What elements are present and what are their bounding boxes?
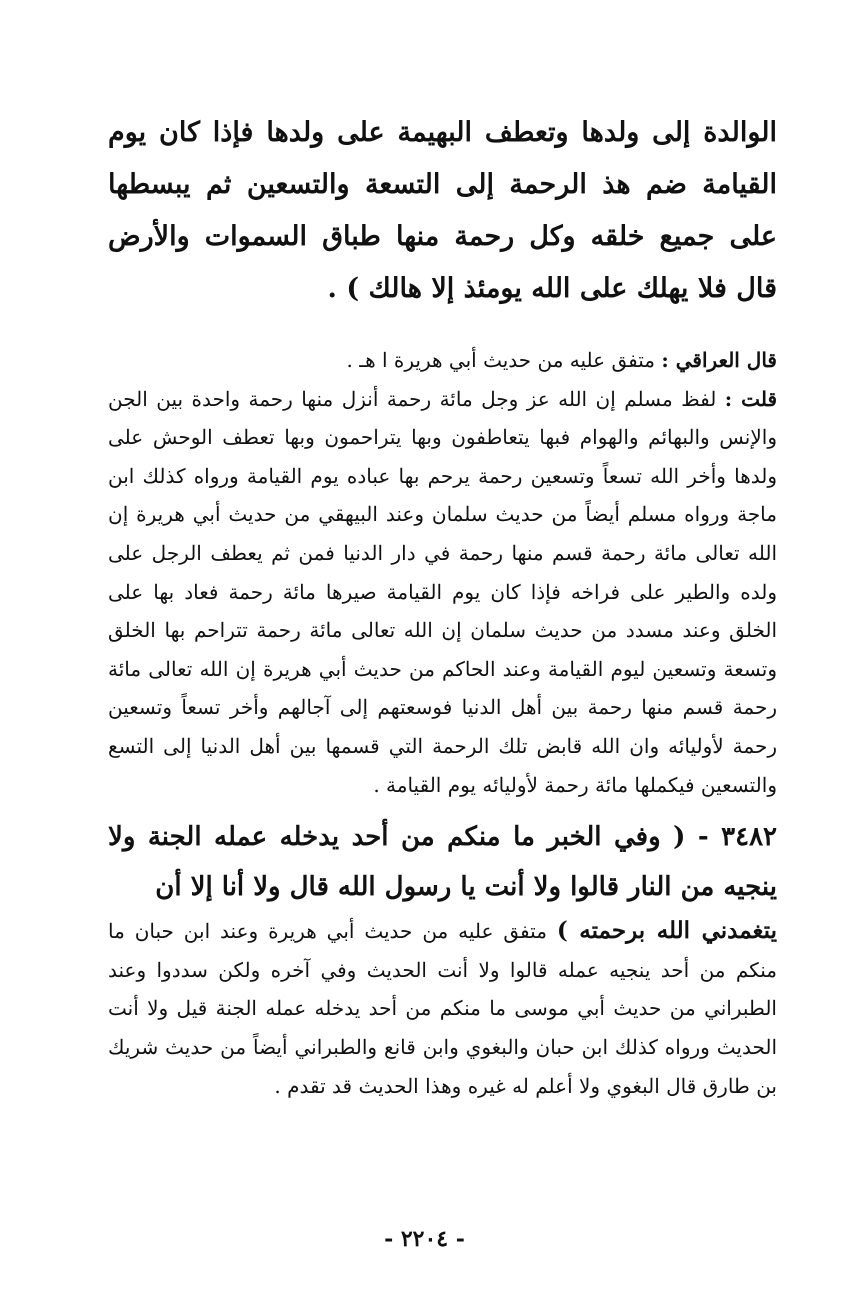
iraqi-note-label: قال العراقي : (661, 348, 777, 372)
top-passage: الوالدة إلى ولدها وتعطف البهيمة على ولدها فإذا كان يوم القيامة ضم هذ الرحمة إلى التسعة والتسعين ثم يبسطها على جميع خلقه وكل رحمة منها طباق السموات والأرض قال فلا يهلك على الله يومئذ إلا هالك ) . (108, 117, 777, 304)
qultu-note-text: لفظ مسلم إن الله عز وجل مائة رحمة أنزل منها رحمة واحدة بين الجن والإنس والبهائم والهوام فبها يتعاطفون وبها يتراحمون وبها تعطف الوحش على ولدها وأخر الله تسعاً وتسعين رحمة يرحم بها عباده يوم القيامة ورواه كذلك ابن ماجة ورواه مسلم أيضاً من حديث سلمان وعند البيهقي من حديث أبي هريرة إن الله تعالى مائة رحمة قسم منها رحمة في دار الدنيا فمن ثم يعطف الرجل على ولده والطير على فراخه فإذا كان يوم القيامة صيرها مائة رحمة فعاد بها على الخلق وعند مسدد من حديث سلمان إن الله تعالى مائة رحمة تتراحم بها الخلق وتسعة وتسعين ليوم القيامة وعند الحاكم من حديث أبي هريرة إن الله تعالى مائة رحمة قسم منها رحمة بين أهل الدنيا فوسعتهم إلى آجالهم وأخر تسعاً وتسعين رحمة لأوليائه وان الله قابض تلك الرحمة التي قسمها بين أهل الدنيا إلى التسع والتسعين فيكملها مائة رحمة لأوليائه يوم القيامة . (108, 386, 777, 797)
page-number: - ٢٢٠٤ - (384, 1226, 465, 1252)
hadith-heading (108, 812, 777, 912)
hadith-commentary-text: متفق عليه من حديث أبي هريرة وعند ابن حبان ما منكم من أحد ينجيه عمله قالوا ولا أنت الحديث وفي آخره ولكن سددوا وعند الطبراني من حديث أبي موسى ما منكم من أحد يدخله عمله الجنة قيل ولا أنت الحديث ورواه كذلك ابن حبان والبغوي وابن قانع والطبراني أيضاً من حديث شريك بن طارق قال البغوي ولا أعلم له غيره وهذا الحديث قد تقدم . (108, 919, 777, 1098)
qultu-note-label: قلت : (724, 386, 778, 411)
hadith-number: ٣٤٨٢ - (685, 822, 777, 853)
iraqi-note-text: متفق عليه من حديث أبي هريرة ا هـ . (346, 348, 662, 372)
hadith-3482 (108, 812, 777, 1105)
hadith-matn-end: يتغمدني الله برحمته ) (556, 917, 777, 945)
hadith-commentary (108, 912, 777, 1105)
hadith-matn-start: ( وفي الخبر ما منكم من أحد يدخله عمله الجنة ولا ينجيه من النار قالوا ولا أنت يا رسول الله قال ولا أنا إلا أن (108, 822, 777, 903)
qultu-note (108, 380, 777, 805)
iraqi-note (108, 341, 777, 380)
